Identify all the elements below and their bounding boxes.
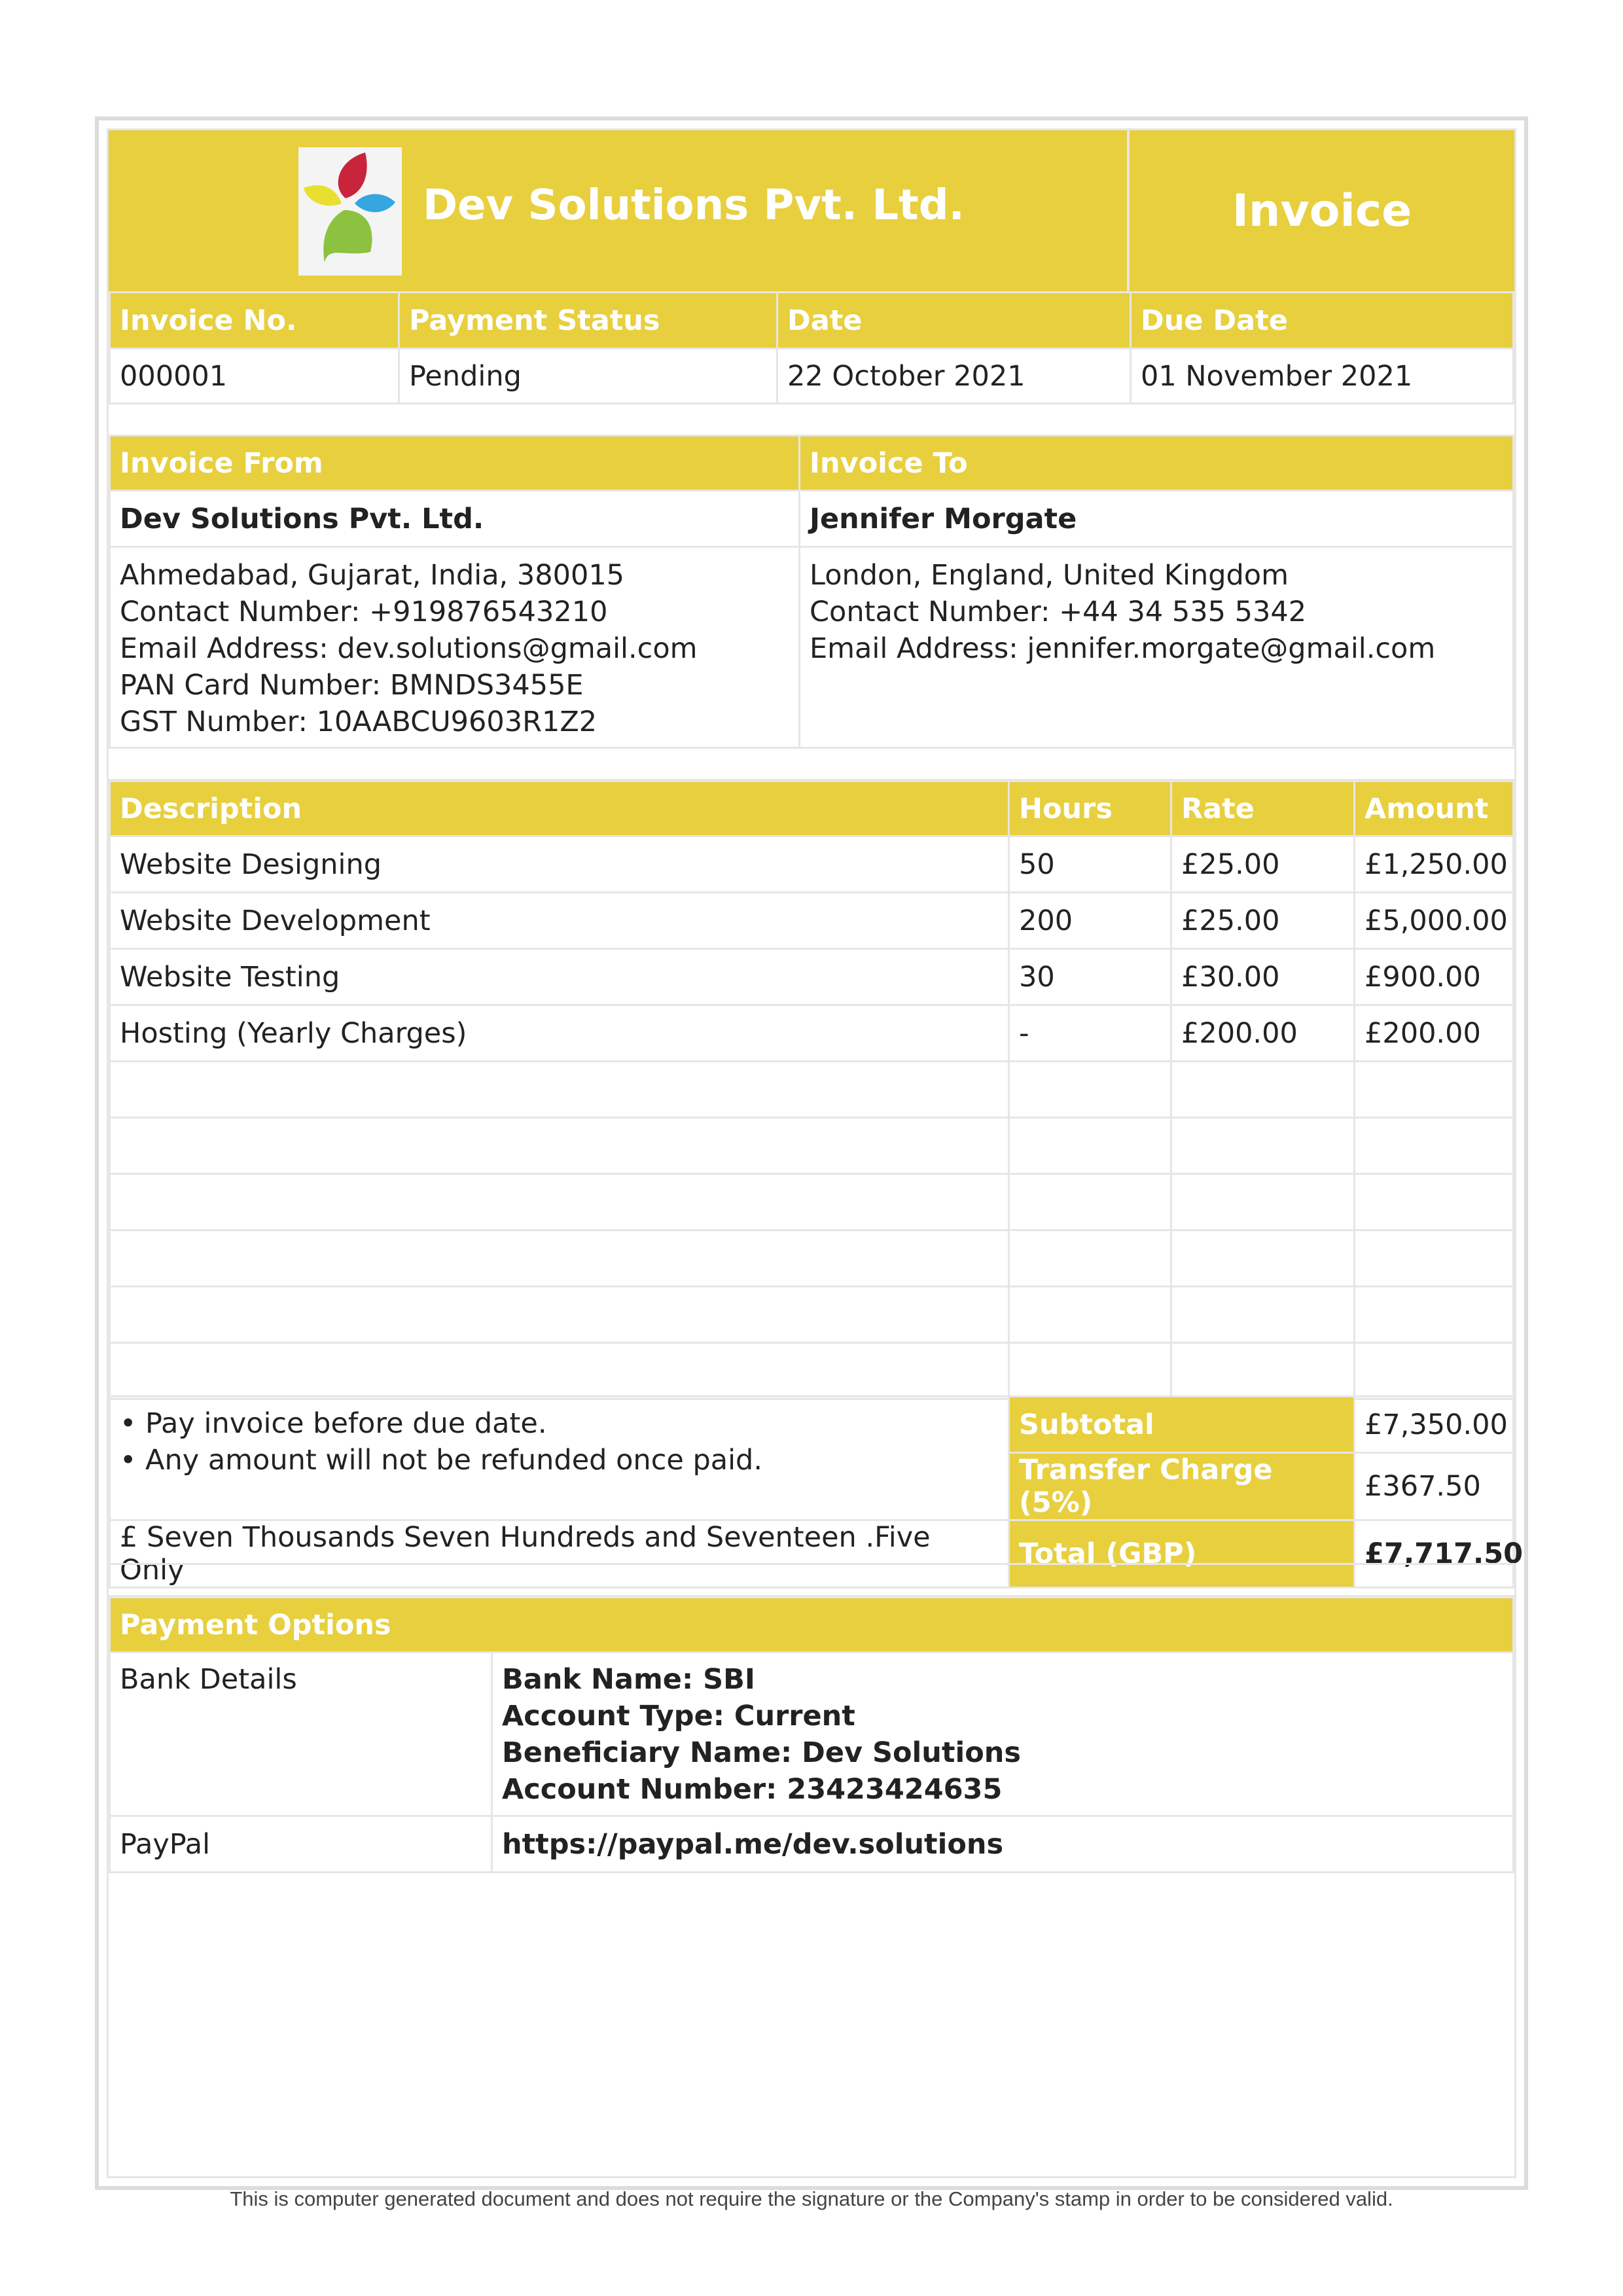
parties-name-row [110, 491, 1514, 547]
payment-status: Pending [399, 349, 777, 404]
item-hours: 200 [1009, 893, 1171, 949]
spacer-row [109, 403, 1514, 437]
empty-row [110, 1174, 1514, 1230]
terms-note: • Any amount will not be refunded once paid. [120, 1444, 763, 1477]
from-line: PAN Card Number: BMNDS3455E [120, 669, 584, 702]
to-line: Email Address: jennifer.morgate@gmail.com [810, 632, 1436, 665]
document-title: Invoice [1232, 185, 1412, 237]
item-rate: £25.00 [1171, 836, 1355, 893]
empty-row [110, 1062, 1514, 1118]
total-label: Total (GBP) [1009, 1520, 1355, 1588]
from-name: Dev Solutions Pvt. Ltd. [110, 491, 800, 547]
payment-options-title: Payment Options [110, 1598, 1514, 1653]
subtotal-label: Subtotal [1009, 1397, 1355, 1453]
item-amount: £200.00 [1355, 1005, 1514, 1062]
from-line: GST Number: 10AABCU9603R1Z2 [120, 706, 597, 738]
totals-table [109, 1395, 1524, 1588]
item-hours: - [1009, 1005, 1171, 1062]
table-row [110, 1005, 1514, 1062]
meta-header-payment-status: Payment Status [399, 293, 777, 349]
table-row [110, 893, 1514, 949]
item-amount: £5,000.00 [1355, 893, 1514, 949]
col-header-hours: Hours [1009, 781, 1171, 836]
terms-note: • Pay invoice before due date. [120, 1407, 547, 1440]
payment-header-row [110, 1598, 1514, 1653]
invoice-from-label: Invoice From [110, 436, 800, 491]
item-amount: £900.00 [1355, 949, 1514, 1005]
header-company-area [109, 130, 1130, 291]
col-header-rate: Rate [1171, 781, 1355, 836]
empty-row [110, 1230, 1514, 1287]
meta-value-row [110, 349, 1514, 404]
terms-notes [110, 1397, 1009, 1520]
item-amount: £1,250.00 [1355, 836, 1514, 893]
empty-row [110, 1287, 1514, 1343]
item-description: Website Development [110, 893, 1009, 949]
amount-in-words: £ Seven Thousands Seven Hundreds and Seventeen .Five Only [110, 1520, 1009, 1588]
to-line: London, England, United Kingdom [810, 559, 1289, 592]
paypal-link[interactable]: https://paypal.me/dev.solutions [492, 1816, 1514, 1873]
meta-header-date: Date [777, 293, 1131, 349]
bank-line: Bank Name: SBI [502, 1663, 755, 1696]
invoice-sheet [95, 117, 1528, 2190]
item-rate: £200.00 [1171, 1005, 1355, 1062]
col-header-description: Description [110, 781, 1009, 836]
to-name: Jennifer Morgate [800, 491, 1514, 547]
item-rate: £25.00 [1171, 893, 1355, 949]
bank-details-label: Bank Details [110, 1653, 492, 1816]
bank-line: Account Number: 23423424635 [502, 1773, 1003, 1806]
invoice-to-label: Invoice To [800, 436, 1514, 491]
transfer-charge-label: Transfer Charge (5%) [1009, 1453, 1355, 1520]
invoice-meta-table [109, 291, 1514, 404]
items-table [109, 780, 1514, 1400]
invoice-date: 22 October 2021 [777, 349, 1131, 404]
meta-header-row [110, 293, 1514, 349]
items-header-row [110, 781, 1514, 836]
item-description: Website Designing [110, 836, 1009, 893]
header-title-area [1130, 130, 1514, 291]
subtotal-row [110, 1397, 1514, 1453]
parties-header-row [110, 436, 1514, 491]
total-value: £7,717.50 [1355, 1520, 1514, 1588]
from-line: Email Address: dev.solutions@gmail.com [120, 632, 698, 665]
col-header-amount: Amount [1355, 781, 1514, 836]
paypal-label: PayPal [110, 1816, 492, 1873]
item-rate: £30.00 [1171, 949, 1355, 1005]
from-line: Contact Number: +919876543210 [120, 596, 608, 628]
table-row [110, 836, 1514, 893]
empty-row [110, 1118, 1514, 1174]
footer-disclaimer: This is computer generated document and does not require the signature or the Company's stamp in order to be considered valid. [230, 2187, 1393, 2210]
bank-details-row [110, 1653, 1514, 1816]
transfer-charge-value: £367.50 [1355, 1453, 1514, 1520]
bank-line: Beneficiary Name: Dev Solutions [502, 1736, 1021, 1769]
bank-details-value [492, 1653, 1514, 1816]
from-line: Ahmedabad, Gujarat, India, 380015 [120, 559, 625, 592]
empty-row [110, 1343, 1514, 1399]
parties-table [109, 435, 1514, 749]
four-leaf-logo-icon [298, 147, 402, 276]
to-line: Contact Number: +44 34 535 5342 [810, 596, 1307, 628]
invoice-inner [107, 128, 1524, 2178]
spacer-row [109, 747, 1514, 781]
spacer-row [109, 1563, 1514, 1597]
paypal-row [110, 1816, 1514, 1873]
bank-line: Account Type: Current [502, 1700, 855, 1732]
parties-address-row [110, 547, 1514, 748]
invoice-number: 000001 [110, 349, 399, 404]
invoice-header [109, 130, 1514, 291]
payment-options-table [109, 1596, 1514, 1873]
table-row [110, 949, 1514, 1005]
company-name: Dev Solutions Pvt. Ltd. [423, 181, 965, 230]
item-description: Website Testing [110, 949, 1009, 1005]
item-hours: 30 [1009, 949, 1171, 1005]
meta-header-due-date: Due Date [1131, 293, 1514, 349]
from-address [110, 547, 800, 748]
to-address [800, 547, 1514, 748]
item-description: Hosting (Yearly Charges) [110, 1005, 1009, 1062]
subtotal-value: £7,350.00 [1355, 1397, 1514, 1453]
meta-header-invoice-no: Invoice No. [110, 293, 399, 349]
due-date: 01 November 2021 [1131, 349, 1514, 404]
item-hours: 50 [1009, 836, 1171, 893]
